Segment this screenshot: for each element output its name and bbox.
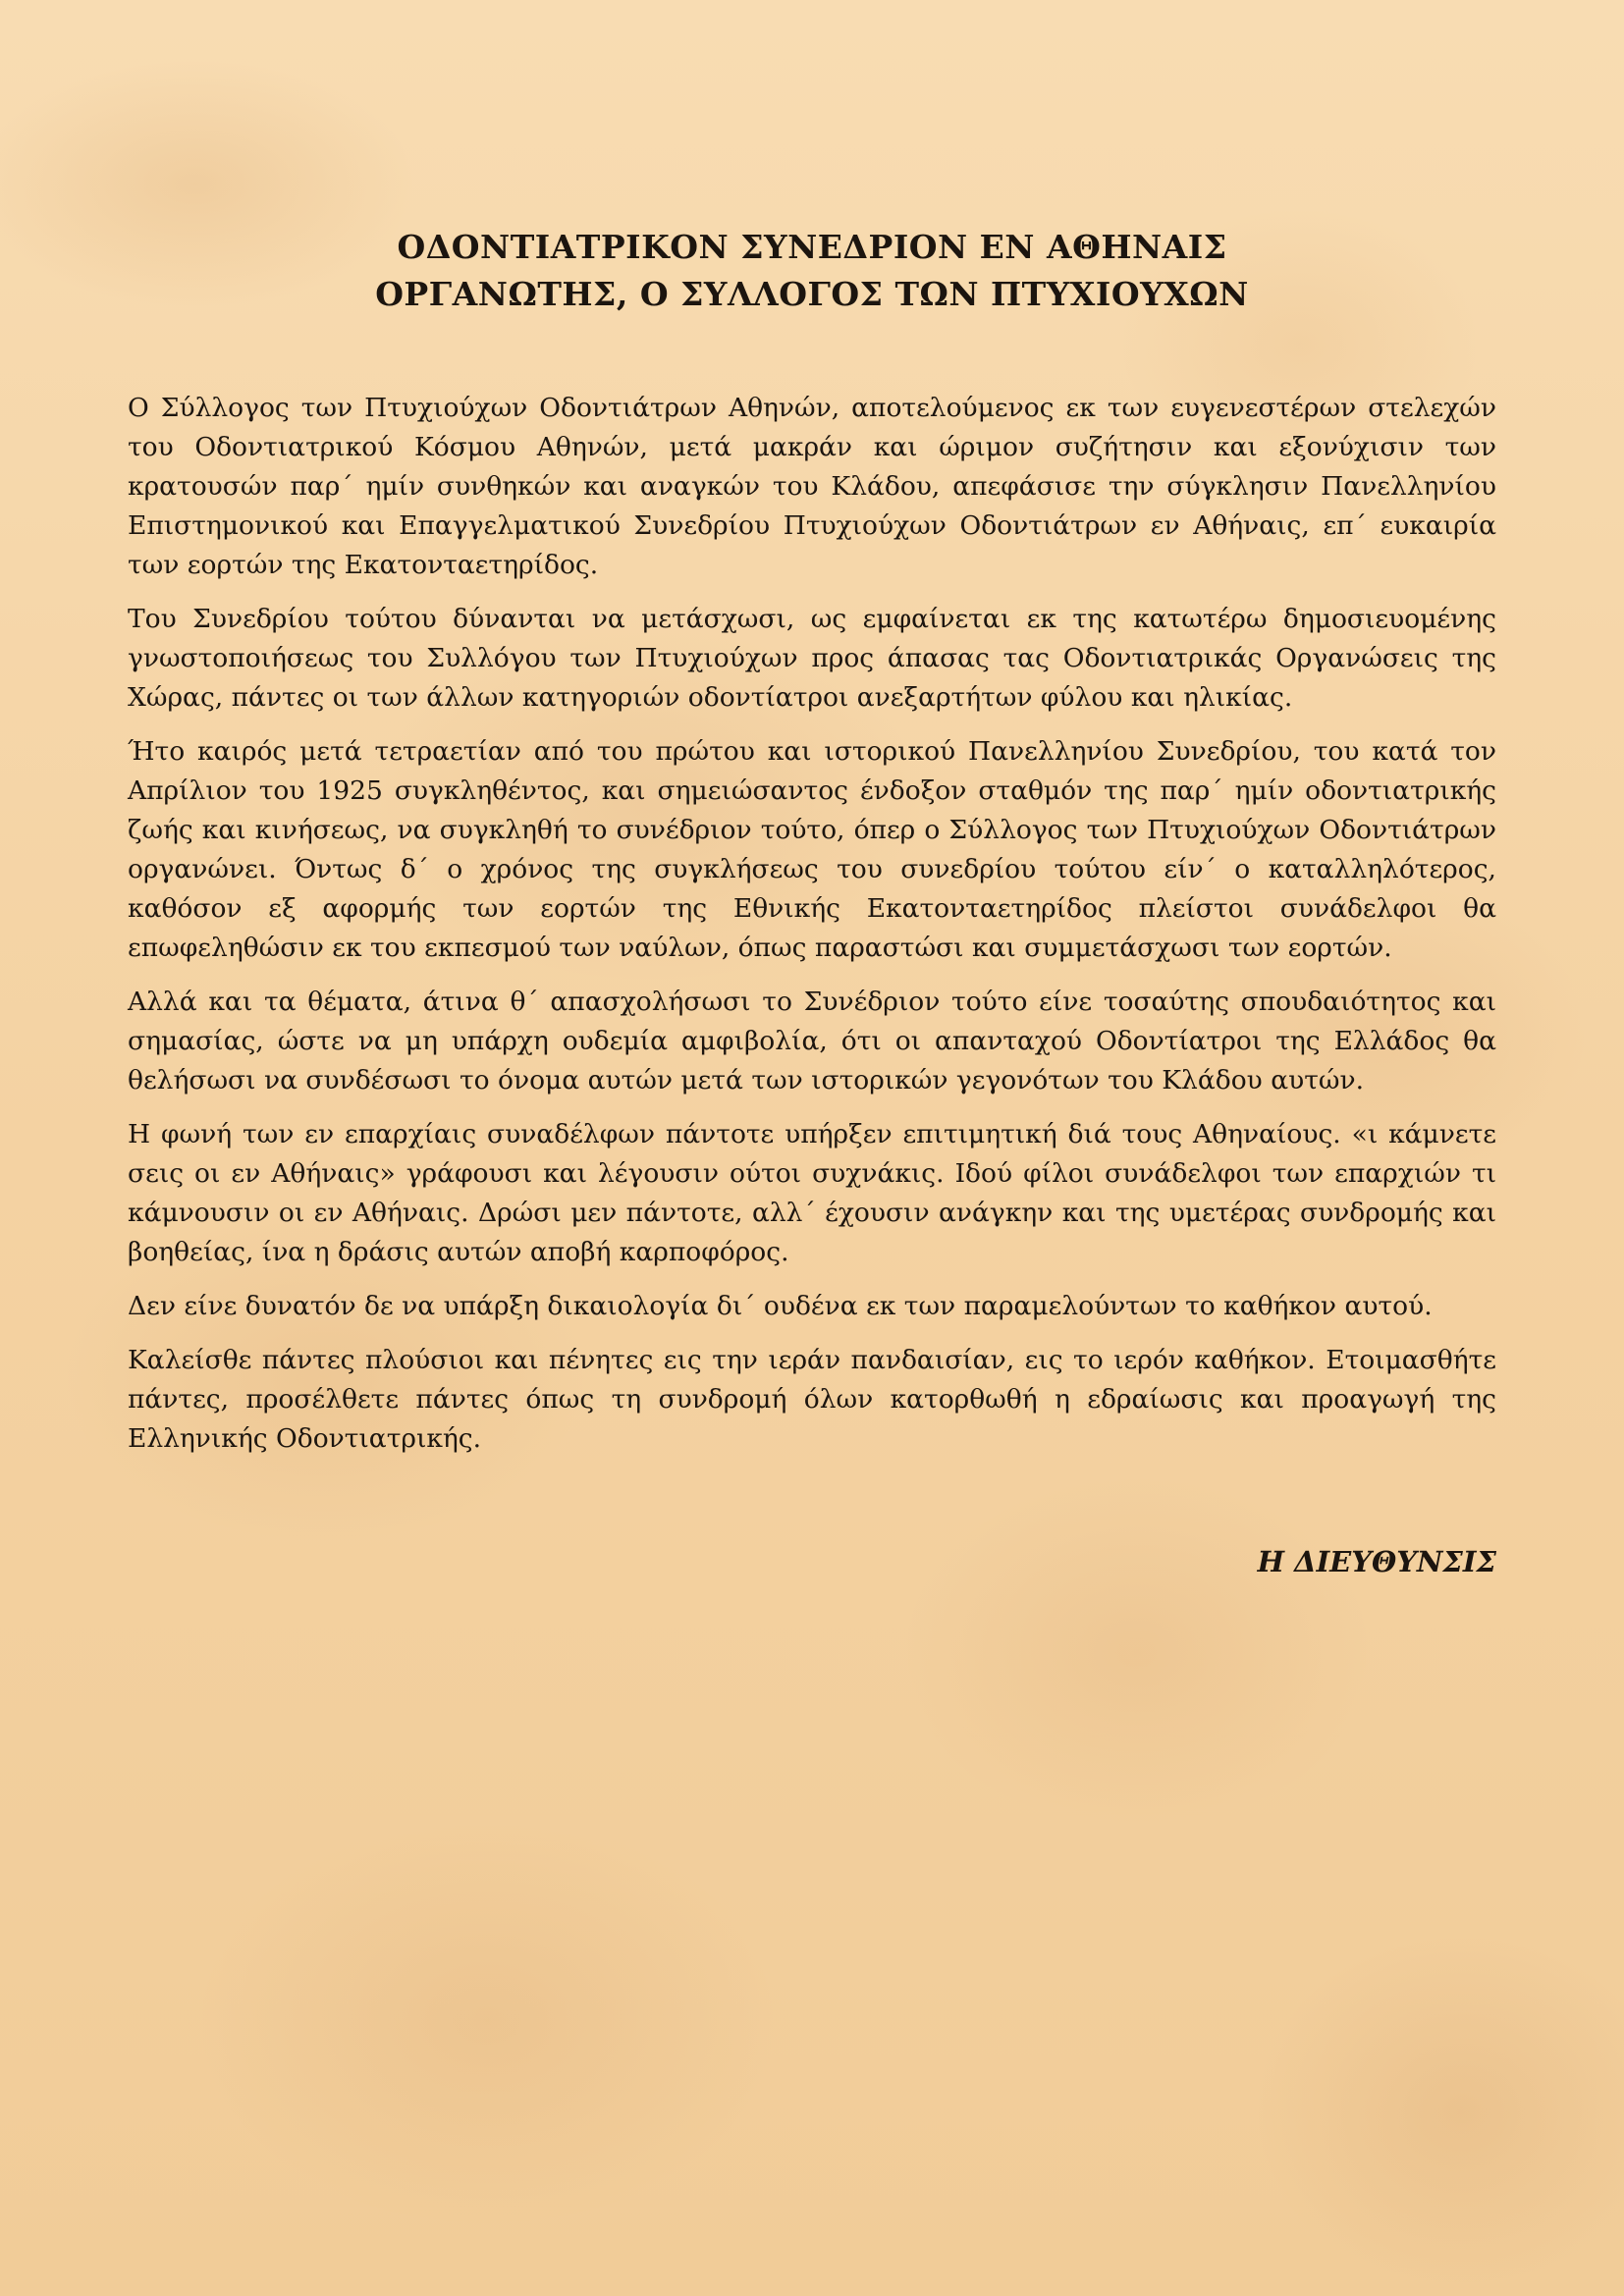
paragraph-6: Δεν είνε δυνατόν δε να υπάρξη δικαιολογία δι΄ ουδένα εκ των παραμελούντων το καθήκον αυτού. xyxy=(128,1291,1433,1321)
signature: Η ΔΙΕΥΘΥΝΣΙΣ xyxy=(1257,1545,1496,1578)
title-line-1: ΟΔΟΝΤΙΑΤΡΙΚΟΝ ΣΥΝΕΔΡΙΟΝ ΕΝ ΑΘΗΝΑΙΣ xyxy=(397,228,1227,266)
document-title xyxy=(128,224,1496,318)
paragraph-4: Αλλά και τα θέματα, άτινα θ΄ απασχολήσωσι το Συνέδριον τούτο είνε τοσαύτης σπουδαιότητος και σημασίας, ώστε να μη υπάρχη ουδεμία αμφιβολία, ότι οι απανταχού Οδοντίατροι της Ελλάδος θα θελήσωσι να συνδέσωσι το όνομα αυτών μετά των ιστορικών γεγονότων του Κλάδου αυτών. xyxy=(128,987,1496,1095)
paragraph-1: Ο Σύλλογος των Πτυχιούχων Οδοντιάτρων Αθηνών, αποτελούμενος εκ των ευγενεστέρων στελεχών του Οδοντιατρικού Κόσμου Αθηνών, μετά μακράν και ώριμον συζήτησιν και εξονύχισιν των κρατουσών παρ΄ ημίν συνθηκών και αναγκών του Κλάδου, απεφάσισε την σύγκλησιν Πανελληνίου Επιστημονικού και Επαγγελματικού Συνεδρίου Πτυχιούχων Οδοντιάτρων εν Αθήναις, επ΄ ευκαιρία των εορτών της Εκατονταετηρίδος. xyxy=(128,393,1496,580)
title-line-2: ΟΡΓΑΝΩΤΗΣ, Ο ΣΥΛΛΟΓΟΣ ΤΩΝ ΠΤΥΧΙΟΥΧΩΝ xyxy=(375,275,1249,313)
paragraph-7: Καλείσθε πάντες πλούσιοι και πένητες εις την ιεράν πανδαισίαν, εις το ιερόν καθήκον. Ετοιμασθήτε πάντες, προσέλθετε πάντες όπως τη συνδρομή όλων κατορθωθή η εδραίωσις και προαγωγή της Ελληνικής Οδοντιατρικής. xyxy=(128,1345,1496,1454)
paragraph-3: Ήτο καιρός μετά τετραετίαν από του πρώτου και ιστορικού Πανελληνίου Συνεδρίου, του κατά τον Απρίλιον του 1925 συγκληθέντος, και σημειώσαντος ένδοξον σταθμόν της παρ΄ ημίν οδοντιατρικής ζωής και κινήσεως, να συγκληθή το συνέδριον τούτο, όπερ ο Σύλλογος των Πτυχιούχων Οδοντιάτρων οργανώνει. Όντως δ΄ ο χρόνος της συγκλήσεως του συνεδρίου τούτου είν΄ ο καταλληλότερος, καθόσον εξ αφορμής των εορτών της Εθνικής Εκατονταετηρίδος πλείστοι συνάδελφοι θα επωφεληθώσιν εκ του εκπεσμού των ναύλων, όπως παραστώσι και συμμετάσχωσι των εορτών. xyxy=(128,736,1496,963)
paragraph-5: Η φωνή των εν επαρχίαις συναδέλφων πάντοτε υπήρξεν επιτιμητική διά τους Αθηναίους. «ι κάμνετε σεις οι εν Αθήναις» γράφουσι και λέγουσιν ούτοι συχνάκις. Ιδού φίλοι συνάδελφοι των επαρχιών τι κάμνουσιν οι εν Αθήναις. Δρώσι μεν πάντοτε, αλλ΄ έχουσιν ανάγκην και της υμετέρας συνδρομής και βοηθείας, ίνα η δράσις αυτών αποβή καρποφόρος. xyxy=(128,1119,1496,1267)
paragraph-2: Του Συνεδρίου τούτου δύνανται να μετάσχωσι, ως εμφαίνεται εκ της κατωτέρω δημοσιευομένης γνωστοποιήσεως του Συλλόγου των Πτυχιούχων προς άπασας τας Οδοντιατρικάς Οργανώσεις της Χώρας, πάντες οι των άλλων κατηγοριών οδοντίατροι ανεξαρτήτων φύλου και ηλικίας. xyxy=(128,604,1496,713)
document-body xyxy=(128,389,1496,1459)
